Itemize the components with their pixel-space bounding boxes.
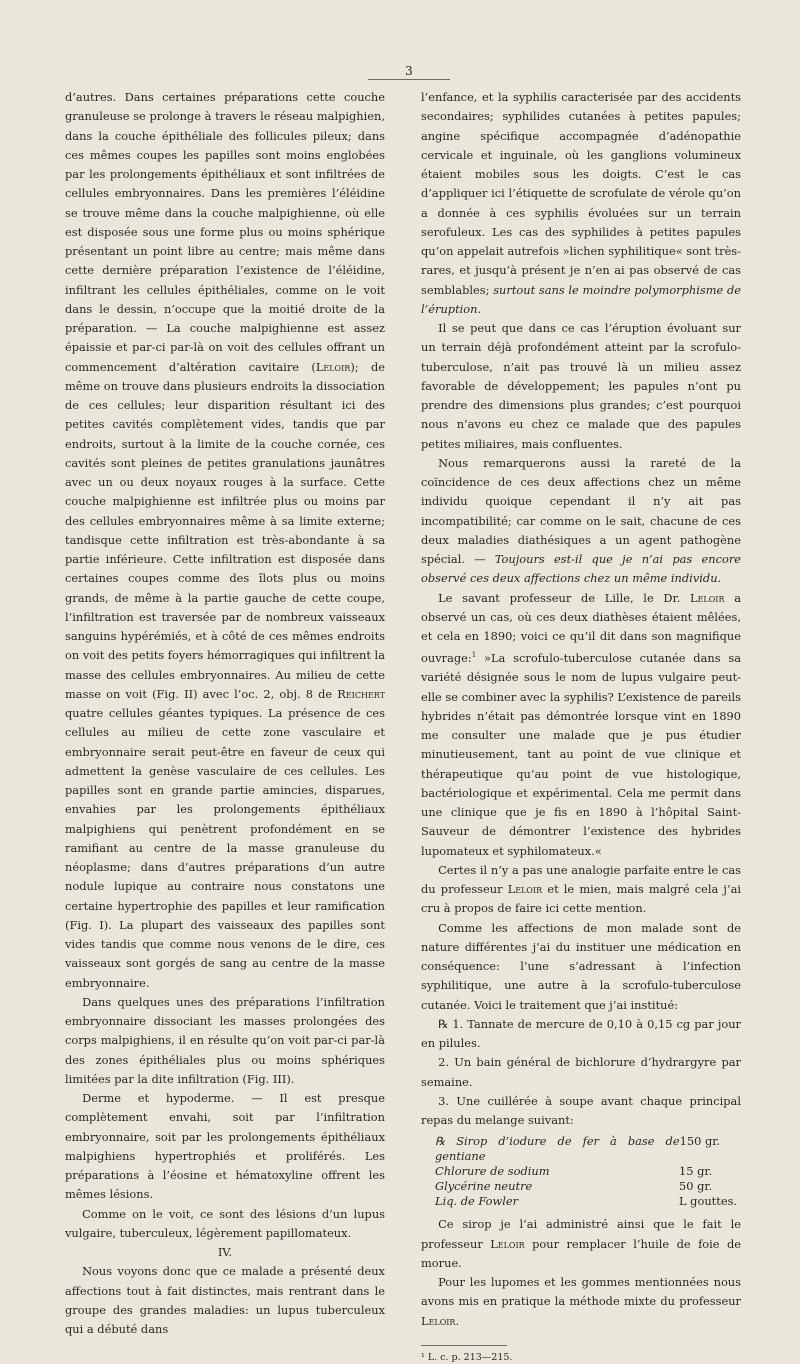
paragraph: Comme on le voit, ce sont des lésions d’un lupus vulgaire, tuberculeux, légèrement papillomateux.: [65, 1206, 385, 1240]
paragraph: l’enfance, et la syphilis caracterisée par des accidents secondaires; syphilides cutanées à petites papules; angine spécifique accompagnée d’adénopathie cervicale et inguinale, où les ganglions volumineux étaient mobiles sous les doigts. C’est le cas d’appliquer ici l’étiquette de scrofulate de vérole qu’on a donnée à ces syphilis évoluées sur un terrain serofuleux. Les cas des syphilides à petites papules qu’on appelait autrefois »lichen syphilitique« sont très-rares, et jusqu’à présent je n’en ai pas observé de cas semblables; surtout sans le moindre polymorphisme de l’éruption.: [421, 90, 742, 316]
footnote-divider: [421, 1345, 507, 1346]
recipe-row: ℞ Sirop d’iodure de fer à base de gentiane 150 gr.: [435, 1134, 721, 1164]
paragraph: Certes il n’y a pas une analogie parfaite entre le cas du professeur Leloir et le mien, mais malgré cela j’ai cru à propos de faire ici cette mention.: [421, 862, 742, 916]
footnote: ¹ L. c. p. 213—215.: [421, 1351, 513, 1363]
author-name: Leloir: [421, 1313, 456, 1328]
paragraph: Pour les lupomes et les gommes mentionnées nous avons mis en pratique la méthode mixte du professeur Leloir.: [421, 1275, 741, 1328]
page-number: 3: [368, 64, 450, 80]
prescription-item: 2. Un bain général de bichlorure d’hydrargyre par semaine.: [421, 1055, 741, 1089]
footnote-ref: 1: [471, 651, 477, 660]
author-name: Leloir: [490, 1236, 525, 1251]
left-column: [65, 88, 385, 1339]
paragraph: d’autres. Dans certaines préparations cette couche granuleuse se prolonge à travers le réseau malpighien, dans la couche épithéliale des follicules pileux; dans ces mêmes coupes les papilles sont moins englobées par les prolongements épithéliaux et sont infiltrées de cellules embryonnaires. Dans les premières l’éléidine se trouve même dans la couche malpighienne, où elle est disposée sous une forme plus ou moins sphérique présentant un point libre au centre; mais même dans cette dernière préparation l’existence de l’éléidine, infiltrant les cellules épithéliales, comme on le voit dans le dessin, n’occupe que la moitié droite de la préparation. — La couche malpighienne est assez épaissie et par-ci par-là on voit des cellules offrant un commencement d’altération cavitaire (Leloir); de même on trouve dans plusieurs endroits la dissociation de ces cellules; leur disparition résultant ici des petites cavités complètement vides, tandis que par endroits, surtout à la limite de la couche cornée, ces cavités sont pleines de petites granulations jaunâtres avec un ou deux noyaux rouges à la surface. Cette couche malpighienne est infiltrée plus ou moins par des cellules embryonnaires même à sa limite externe; tandisque cette infiltration est très-abondante à sa partie inférieure. Cette infiltration est disposée dans certaines coupes comme des îlots plus ou moins grands, de même à la partie gauche de cette coupe, l’infiltration est traversée par de nombreux vaisseaux sanguins hypérémiés, et à côté de ces mêmes endroits on voit des petits foyers hémorragiques qui infiltrent la masse des cellules embryonnaires. Au milieu de cette masse on voit (Fig. II) avec l’oc. 2, obj. 8 de Reichert quatre cellules géantes typiques. La présence de ces cellules au milieu de cette zone vasculaire et embryonnaire serait peut-être en faveur de ceux qui admettent la genèse vasculaire de ces cellules. Les papilles sont en grande partie amincies, disparues, envahies par les prolongements épithéliaux malpighiens qui penètrent profondément en se ramifiant au centre de la masse granuleuse du néoplasme; dans d’autres préparations d’un autre nodule lupique au contraire nous constatons une certaine hypertrophie des papilles et leur ramification (Fig. I). La plupart des vaisseaux des papilles sont vides tandis que comme nous venons de le dire, ces vaisseaux sont gorgés de sang au centre de la masse embryonnaire.: [65, 90, 386, 990]
paragraph: Nous remarquerons aussi la rareté de la coïncidence de ces deux affections chez un même individu quoique cependant il n’y ait pas incompatibilité; car comme on le sait, chacune de ces deux maladies diathésiques a un agent pathogène spécial. — Toujours est-il que je n’ai pas encore observé ces deux affections chez un même individu.: [421, 455, 741, 586]
paragraph: Nous voyons donc que ce malade a présenté deux affections tout à fait distinctes, mais rentrant dans le groupe des grandes maladies: un lupus tuberculeux qui a débuté dans: [65, 1264, 385, 1336]
right-column: [421, 88, 741, 1364]
recipe-row: Chlorure de sodium 15 gr.: [435, 1164, 713, 1179]
author-name: Leloir: [690, 590, 725, 605]
author-name: Leloir: [315, 359, 351, 374]
recipe-row: Glycérine neutre 50 gr.: [435, 1179, 713, 1194]
recipe-row: Liq. de Fowler L gouttes.: [435, 1194, 738, 1209]
prescription-item: ℞ 1. Tannate de mercure de 0,10 à 0,15 cg par jour en pilules.: [421, 1016, 741, 1051]
paragraph: Derme et hypoderme. — Il est presque complètement envahi, soit par l’infiltration embryonnaire, soit par les prolongements épithéliaux malpighiens hypertrophiés et proliférés. Les préparations à l’éosine et hématoxyline offrent les mêmes lésions.: [65, 1091, 385, 1202]
recipe-list: [421, 1134, 741, 1209]
author-name: Leloir: [507, 882, 543, 897]
paragraph: Dans quelques unes des préparations l’infiltration embryonnaire dissociant les masses prolongées des corps malpighiens, il en résulte qu’on voit par-ci par-là des zones épithéliales plus ou moins sphériques limitées par la dite infiltration (Fig. III).: [65, 994, 385, 1086]
prescription-item: 3. Une cuillérée à soupe avant chaque principal repas du melange suivant:: [421, 1093, 741, 1128]
paragraph: Il se peut que dans ce cas l’éruption évoluant sur un terrain déjà profondément atteint par la scrofulo-tuberculose, n’ait pas trouvé là un milieu assez favorable de développement; les papules n’ont pu prendre des dimensions plus grandes; c’est pourquoi nous n’avons eu chez ce malade que des papules petites miliaires, mais confluentes.: [421, 321, 741, 451]
author-name: Reichert: [337, 686, 385, 701]
paragraph: Le savant professeur de Lille, le Dr. Leloir a observé un cas, où ces deux diathèses étaient mêlées, et cela en 1890; voici ce qu’il dit dans son magnifique ouvrage:$^1$ »La scrofulo-tuberculose cutanée dans sa variété désignée sous le nom de lupus vulgaire peut-elle se combiner avec la syphilis? L’existence de pareils hybrides n’était pas démontrée lorsque vint en 1890 me consulter une malade que je pus étudier minutieusement, tant au point de vue clinique et thérapeutique qu’au point de vue histologique, bactériologique et expérimental. Cela me permit dans une clinique que je fis en 1890 à l’hôpital Saint-Sauveur de démontrer l’existence des hybrides lupomateux et syphilomateux.«: [421, 590, 741, 858]
paragraph: Comme les affections de mon malade sont de nature différentes j’ai du instituer une médication en conséquence: l’une s’adressant à l’infection syphilitique, une autre à la scrofulo-tuberculose cutanée. Voici le traitement que j’ai institué:: [421, 920, 741, 1012]
section-heading: IV.: [217, 1245, 233, 1259]
paragraph: Ce sirop je l’ai administré ainsi que le fait le professeur Leloir pour remplacer l’huile de foie de morue.: [421, 1217, 741, 1270]
